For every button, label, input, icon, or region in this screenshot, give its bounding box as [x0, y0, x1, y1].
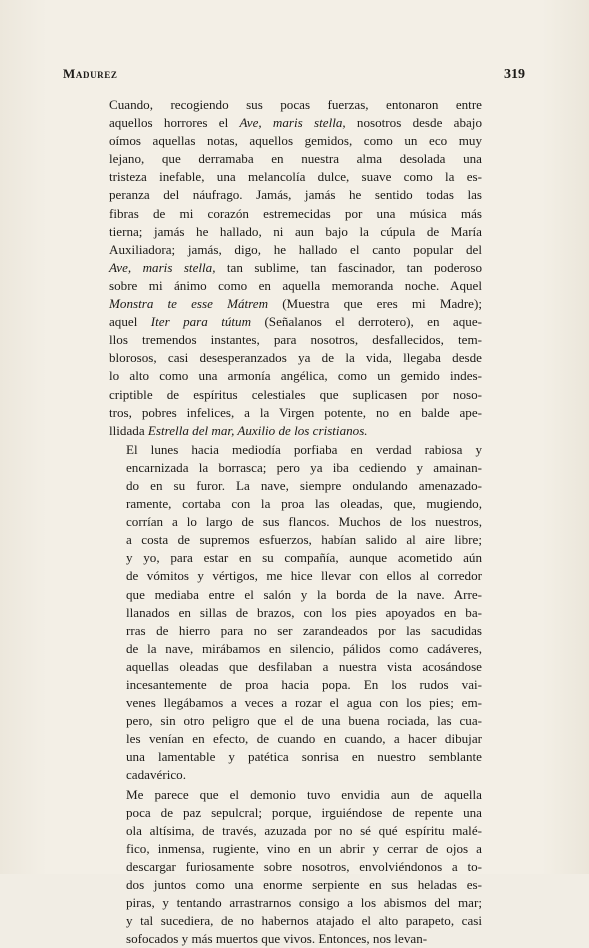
text-line: cadavérico. — [126, 767, 186, 783]
text-line: dos juntos como una enorme serpiente en sus heladas es- — [126, 877, 482, 893]
text-line: de vómitos y vértigos, me hice llevar con ellos al corredor — [126, 568, 482, 584]
page-header — [63, 66, 525, 84]
text-line: piras, y tentando arrastrarnos consigo a los abismos del mar; — [126, 895, 482, 911]
text-line: aquel Iter para tútum (Señalanos el derrotero), en aque- — [109, 314, 483, 330]
text-line: aquellos horrores el Ave, maris stella, nosotros desde abajo — [109, 115, 482, 131]
text-line: llidada Estrella del mar, Auxilio de los cristianos. — [109, 422, 368, 438]
text-line: tierna; jamás he hallado, ni aun bajo la cúpula de María — [109, 223, 482, 239]
text-line: una lamentable y patética sonrisa en nuestro semblante — [126, 749, 482, 765]
text-line: Ave, maris stella, tan sublime, tan fascinador, tan poderoso — [109, 259, 482, 275]
text-line: El lunes hacia mediodía porfiaba en verdad rabiosa y — [126, 441, 482, 457]
text-line: blorosos, casi desesperanzados ya de la vida, llegaba desde — [109, 350, 482, 366]
text-line: aquellas oleadas que desfilaban a nuestra vista acosándose — [126, 658, 482, 674]
text-line: fico, inmensa, rugiente, vino en un abrir y cerrar de ojos a — [126, 840, 482, 856]
text-line: ramente, cortaba con la proa las oleadas, que, mugiendo, — [126, 496, 482, 512]
text-line: les venían en efecto, de cuando en cuando, a hacer dibujar — [126, 731, 482, 747]
paragraph — [109, 441, 482, 785]
text-line: a costa de supremos esfuerzos, habían salido al aire libre; — [126, 532, 482, 548]
text-line: descargar furiosamente sobre nosotros, envolviéndonos a to- — [126, 858, 482, 874]
text-line: Me parece que el demonio tuvo envidia aun de aquella — [126, 786, 482, 802]
text-line: Auxiliadora; jamás, digo, he hallado el canto popular del — [109, 241, 482, 257]
text-line: do en su furor. La nave, siempre ondulando amenazado- — [126, 477, 482, 493]
body-text — [109, 96, 482, 948]
paragraph — [109, 96, 482, 440]
page-number: 319 — [504, 67, 525, 82]
text-line: lo alto como una armonía angélica, como un gemido indes- — [109, 368, 482, 384]
text-line: sobre mi ánimo como en aquella memoranda noche. Aquel — [109, 277, 482, 293]
text-line: corrían a lo largo de sus flancos. Muchos de los nuestros, — [126, 514, 482, 530]
text-line: lejano, que derramaba en nuestra alma desolada una — [109, 151, 482, 167]
text-line: oímos aquellas notas, aquellos gemidos, como un eco muy — [109, 133, 482, 149]
text-line: poca de paz sepulcral; porque, irguiéndose de repente una — [126, 804, 482, 820]
text-line: de la nave, mirábamos en silencio, pálidos como cadáveres, — [126, 640, 482, 656]
text-line: peranza del náufrago. Jamás, jamás he sentido todas las — [109, 187, 482, 203]
text-line: fibras de mi corazón estremecidas por una música más — [109, 205, 482, 221]
text-line: incesantemente de proa hacia popa. En los rudos vai- — [126, 677, 482, 692]
paragraph — [109, 786, 482, 948]
text-line: sofocados y más muertos que vivos. Entonces, nos levan- — [126, 931, 428, 947]
text-line: tristeza inefable, una melancolía dulce, suave como la es- — [109, 169, 482, 185]
text-line: y yo, para estar en su compañía, aunque acometido aún — [126, 550, 482, 566]
text-line: llos tremendos instantes, para nosotros, desfallecidos, tem- — [109, 332, 482, 348]
text-line: llanados en sillas de brazos, con los pies apoyados en ba- — [126, 604, 482, 620]
text-line: tros, pobres infelices, a la Virgen potente, no en balde ape- — [109, 404, 482, 420]
text-line: ola altísima, de través, azuzada por no sé qué espíritu malé- — [126, 822, 482, 838]
text-line: venes llegábamos a veces a rozar el agua con los pies; em- — [126, 695, 482, 711]
running-head: Madurez — [63, 66, 118, 81]
text-line: criptible de espíritus celestiales que suplicasen por noso- — [109, 386, 482, 402]
text-line: Cuando, recogiendo sus pocas fuerzas, entonaron entre — [109, 97, 482, 112]
text-line: que mediaba entre el salón y la borda de la nave. Arre- — [126, 586, 482, 602]
text-line: y tal sucediera, de no habernos atajado el alto parapeto, casi — [126, 913, 482, 929]
text-line: Monstra te esse Mátrem (Muestra que eres mi Madre); — [109, 296, 482, 312]
text-line: encarnizada la borrasca; pero ya iba cediendo y amainan- — [126, 459, 482, 475]
text-line: pero, sin otro peligro que el de una buena rociada, las cua- — [126, 713, 482, 729]
text-line: rras de hierro para no ser zarandeados por las sacudidas — [126, 622, 482, 638]
